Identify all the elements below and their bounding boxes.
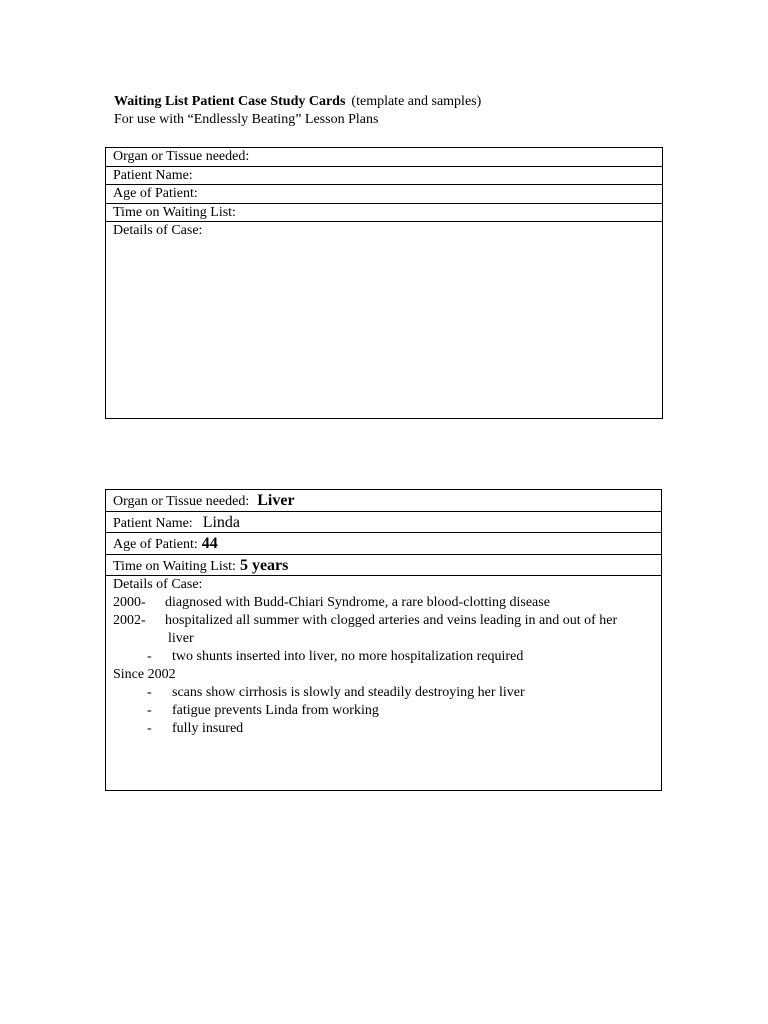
bullet-text: two shunts inserted into liver, no more hospitalization required [172,649,524,664]
organ-label: Organ or Tissue needed: [113,494,250,509]
details-label: Details of Case: [113,577,203,592]
organ-row [106,490,661,512]
bullet-text: scans show cirrhosis is slowly and steadily destroying her liver [172,685,525,700]
details-row [106,576,661,738]
time-label: Time on Waiting List: [113,558,236,574]
organ-label: Organ or Tissue needed: [113,149,250,164]
dash: - [147,649,152,664]
document-header [114,93,481,129]
organ-value: Liver [257,492,295,509]
bullet-text: fatigue prevents Linda from working [172,703,379,718]
details-bullet [113,702,661,720]
entry-text: diagnosed with Budd-Chiari Syndrome, a rare blood-clotting disease [165,595,550,610]
dash: - [147,703,152,718]
entry-year: 2002- [113,613,146,628]
age-row [106,185,662,204]
dash: - [147,685,152,700]
template-card [105,147,663,419]
document-title: Waiting List Patient Case Study Cards [114,94,346,109]
title-note: (template and samples) [351,94,482,109]
time-row [106,204,662,223]
name-label: Patient Name: [113,167,193,183]
time-row [106,555,661,577]
age-label: Age of Patient: [113,537,198,552]
name-value: Linda [202,513,241,531]
entry-year: 2000- [113,595,146,610]
dash: - [147,721,152,736]
age-label: Age of Patient: [113,186,198,201]
details-label: Details of Case: [113,223,203,238]
name-label: Patient Name: [113,515,193,531]
since-label: Since 2002 [113,667,176,682]
age-value: 44 [201,535,218,552]
organ-row [106,148,662,167]
details-bullet [113,720,661,738]
time-value: 5 years [239,556,289,574]
time-label: Time on Waiting List: [113,204,236,220]
bullet-text: fully insured [172,721,244,736]
name-row [106,512,661,534]
details-entry-2002 [113,612,661,630]
details-row [106,222,662,420]
details-bullet [113,648,661,666]
details-entry-2002-cont: liver [168,631,194,646]
age-row [106,533,661,555]
details-entry-2000 [113,594,661,612]
entry-text: hospitalized all summer with clogged arteries and veins leading in and out of her [165,613,618,628]
details-bullet [113,684,661,702]
sample-card [105,489,662,791]
name-row [106,167,662,186]
document-subtitle: For use with “Endlessly Beating” Lesson Plans [114,112,379,127]
title-line [114,93,481,111]
